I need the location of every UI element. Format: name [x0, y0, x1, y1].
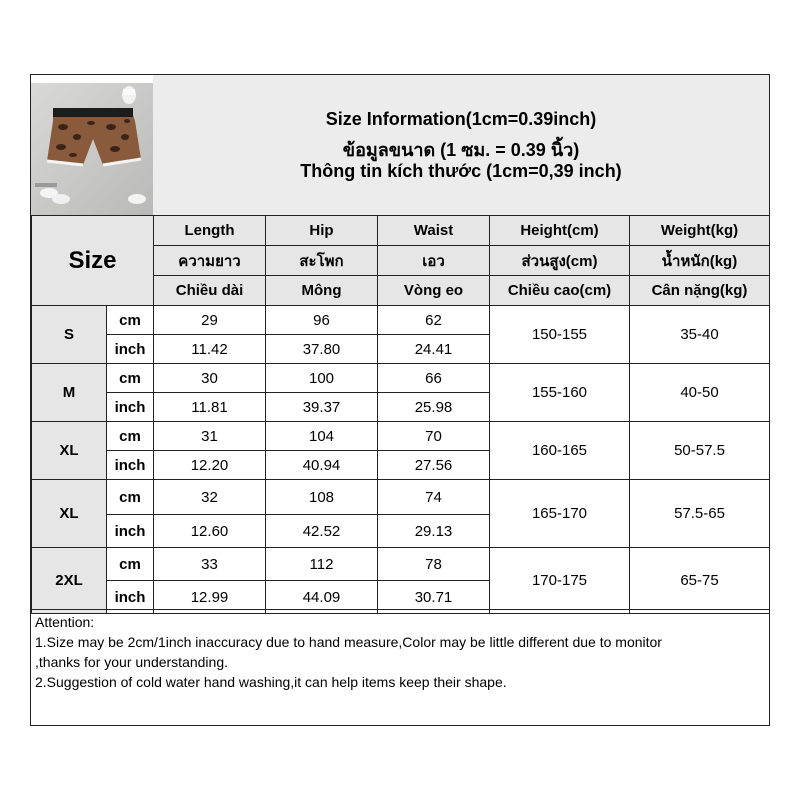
length-cm: 32 [154, 480, 266, 515]
length-cm: 33 [154, 548, 266, 581]
unit-cm: cm [107, 422, 154, 451]
unit-cm: cm [107, 548, 154, 581]
length-cm: 31 [154, 422, 266, 451]
hip-inch: 44.09 [266, 581, 378, 614]
hip-cm: 100 [266, 364, 378, 393]
header-waist-vi: Vòng eo [378, 276, 490, 306]
size-label: S [32, 306, 107, 364]
header-hip-vi: Mông [266, 276, 378, 306]
header-length: Length [154, 216, 266, 246]
waist-inch: 27.56 [378, 451, 490, 480]
height-range: 155-160 [490, 364, 630, 422]
attention-notes [31, 609, 769, 725]
header-weight: Weight(kg) [630, 216, 770, 246]
header-hip-thai: สะโพก [266, 246, 378, 276]
title-english: Size Information(1cm=0.39inch) [325, 109, 597, 129]
table-row [32, 364, 770, 393]
unit-cm: cm [107, 364, 154, 393]
height-range: 160-165 [490, 422, 630, 480]
table-row [32, 306, 770, 335]
weight-range: 65-75 [630, 548, 770, 614]
unit-inch: inch [107, 335, 154, 364]
unit-inch: inch [107, 393, 154, 422]
header-weight-thai: น้ำหนัก(kg) [630, 246, 770, 276]
unit-inch: inch [107, 581, 154, 614]
leopard-shorts-image [31, 75, 153, 215]
weight-range: 57.5-65 [630, 480, 770, 548]
size-label: 2XL [32, 548, 107, 614]
waist-cm: 62 [378, 306, 490, 335]
size-header: Size [32, 216, 154, 306]
length-inch: 12.60 [154, 515, 266, 548]
height-range: 150-155 [490, 306, 630, 364]
length-cm: 29 [154, 306, 266, 335]
waist-inch: 30.71 [378, 581, 490, 614]
hip-cm: 104 [266, 422, 378, 451]
header-waist-thai: เอว [378, 246, 490, 276]
header-length-thai: ความยาว [154, 246, 266, 276]
attention-note-1-cont: ,thanks for your understanding. [35, 654, 229, 670]
unit-inch: inch [107, 451, 154, 480]
attention-heading: Attention: [35, 614, 95, 630]
size-table [31, 215, 770, 614]
length-inch: 12.20 [154, 451, 266, 480]
waist-inch: 29.13 [378, 515, 490, 548]
hip-cm: 96 [266, 306, 378, 335]
table-row [32, 480, 770, 515]
height-range: 170-175 [490, 548, 630, 614]
unit-cm: cm [107, 306, 154, 335]
size-label: M [32, 364, 107, 422]
unit-inch: inch [107, 515, 154, 548]
size-chart-sheet [30, 74, 770, 726]
waist-cm: 74 [378, 480, 490, 515]
unit-cm: cm [107, 480, 154, 515]
product-photo [31, 75, 154, 215]
size-label: XL [32, 480, 107, 548]
table-row [32, 548, 770, 581]
waist-cm: 78 [378, 548, 490, 581]
weight-range: 40-50 [630, 364, 770, 422]
size-label: XL [32, 422, 107, 480]
table-row [32, 422, 770, 451]
header-hip: Hip [266, 216, 378, 246]
header-row-english [32, 216, 770, 246]
waist-inch: 25.98 [378, 393, 490, 422]
length-cm: 30 [154, 364, 266, 393]
waist-cm: 70 [378, 422, 490, 451]
hip-inch: 40.94 [266, 451, 378, 480]
header-waist: Waist [378, 216, 490, 246]
hip-inch: 42.52 [266, 515, 378, 548]
attention-note-1: 1.Size may be 2cm/1inch inaccuracy due to hand measure,Color may be little different due to monitor [35, 634, 662, 650]
length-inch: 11.42 [154, 335, 266, 364]
hip-inch: 37.80 [266, 335, 378, 364]
title-thai: ข้อมูลขนาด (1 ซม. = 0.39 นิ้ว) [342, 140, 580, 160]
height-range: 165-170 [490, 480, 630, 548]
title-vietnamese: Thông tin kích thước (1cm=0,39 inch) [300, 161, 622, 181]
waist-inch: 24.41 [378, 335, 490, 364]
attention-note-2: 2.Suggestion of cold water hand washing,it can help items keep their shape. [35, 674, 507, 690]
header-height: Height(cm) [490, 216, 630, 246]
weight-range: 50-57.5 [630, 422, 770, 480]
length-inch: 12.99 [154, 581, 266, 614]
hip-cm: 108 [266, 480, 378, 515]
header-length-vi: Chiều dài [154, 276, 266, 306]
header-weight-vi: Cân nặng(kg) [630, 276, 770, 306]
header-height-thai: ส่วนสูง(cm) [490, 246, 630, 276]
hip-inch: 39.37 [266, 393, 378, 422]
length-inch: 11.81 [154, 393, 266, 422]
hip-cm: 112 [266, 548, 378, 581]
title-box [153, 75, 769, 216]
waist-cm: 66 [378, 364, 490, 393]
header-height-vi: Chiều cao(cm) [490, 276, 630, 306]
weight-range: 35-40 [630, 306, 770, 364]
